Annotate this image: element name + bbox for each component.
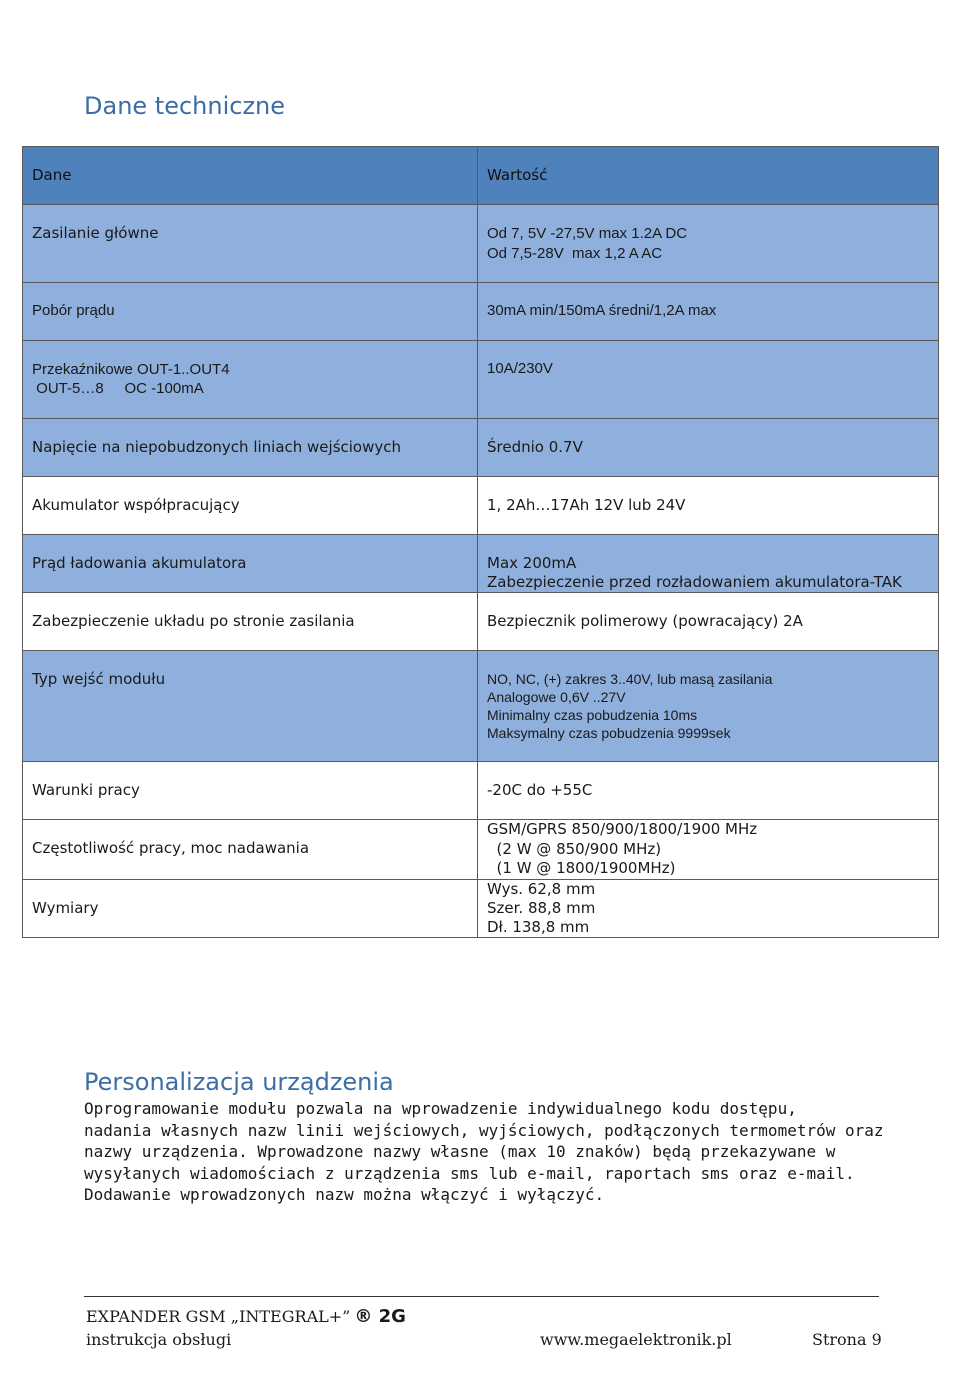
row-key: Akumulator współpracujący bbox=[32, 496, 240, 514]
table-row bbox=[23, 477, 939, 535]
paragraph-line: Dodawanie wprowadzonych nazw można włączyć i wyłączyć. bbox=[84, 1185, 605, 1204]
table-row bbox=[23, 593, 939, 651]
row-value-line: Wys. 62,8 mm bbox=[487, 879, 596, 898]
table-row bbox=[23, 341, 939, 419]
row-key: Napięcie na niepobudzonych liniach wejściowych bbox=[32, 438, 402, 456]
row-value: 10A/230V bbox=[487, 360, 553, 377]
row-key: Typ wejść modułu bbox=[32, 670, 166, 688]
paragraph-line: Oprogramowanie modułu pozwala na wprowadzenie indywidualnego kodu dostępu, bbox=[84, 1099, 797, 1118]
row-key: Wymiary bbox=[32, 898, 99, 917]
row-value-line: Dł. 138,8 mm bbox=[487, 917, 590, 936]
row-value: 30mA min/150mA średni/1,2A max bbox=[487, 302, 717, 319]
row-key: Zasilanie główne bbox=[32, 224, 159, 242]
row-key: Warunki pracy bbox=[32, 781, 140, 799]
row-value: Średnio 0.7V bbox=[487, 438, 583, 456]
row-key: Pobór prądu bbox=[32, 302, 115, 319]
footer-product bbox=[86, 1306, 406, 1327]
row-value-line: Od 7,5-28V max 1,2 A AC bbox=[487, 245, 663, 262]
table-row bbox=[23, 762, 939, 820]
personalization-paragraph bbox=[84, 1098, 884, 1206]
table-row bbox=[23, 535, 939, 593]
paragraph-line: nazwy urządzenia. Wprowadzone nazwy własne (max 10 znaków) będą przekazywane w bbox=[84, 1142, 836, 1161]
footer-page-number: Strona 9 bbox=[812, 1330, 882, 1349]
section-title-personalization: Personalizacja urządzenia bbox=[84, 1068, 394, 1096]
row-value-line: Maksymalny czas pobudzenia 9999sek bbox=[487, 725, 731, 741]
table-row bbox=[23, 820, 939, 880]
row-value: Bezpiecznik polimerowy (powracający) 2A bbox=[487, 612, 803, 630]
header-key: Dane bbox=[32, 166, 72, 184]
row-value-line: Zabezpieczenie przed rozładowaniem akumulatora-TAK bbox=[487, 573, 902, 591]
footer-doc-type: instrukcja obsługi bbox=[86, 1330, 232, 1349]
table-row bbox=[23, 651, 939, 762]
header-key-cell bbox=[23, 147, 478, 205]
footer-registered-mark: ® 2G bbox=[354, 1306, 406, 1327]
row-value-line: Od 7, 5V -27,5V max 1.2A DC bbox=[487, 225, 688, 242]
table-row bbox=[23, 419, 939, 477]
header-value: Wartość bbox=[487, 166, 548, 184]
paragraph-line: wysyłanych wiadomościach z urządzenia sms lub e-mail, raportach sms oraz e-mail. bbox=[84, 1163, 855, 1183]
row-value: 1, 2Ah…17Ah 12V lub 24V bbox=[487, 496, 686, 514]
table-row bbox=[23, 205, 939, 283]
header-value-cell bbox=[478, 147, 939, 205]
section-title-technical-data: Dane techniczne bbox=[84, 92, 286, 120]
row-value-line: (2 W @ 850/900 MHz) bbox=[487, 839, 662, 858]
paragraph-line: nadania własnych nazw linii wejściowych, wyjściowych, podłączonych termometrów oraz bbox=[84, 1120, 884, 1140]
table-row bbox=[23, 283, 939, 341]
technical-data-table bbox=[22, 146, 939, 938]
row-key: Częstotliwość pracy, moc nadawania bbox=[32, 839, 310, 857]
footer-website-link[interactable]: www.megaelektronik.pl bbox=[540, 1330, 732, 1349]
row-value-line: Szer. 88,8 mm bbox=[487, 898, 596, 917]
row-key-line: OUT-5…8 OC -100mA bbox=[32, 380, 204, 397]
footer-divider bbox=[84, 1296, 879, 1297]
row-value-line: Analogowe 0,6V ..27V bbox=[487, 689, 626, 705]
row-value-line: NO, NC, (+) zakres 3..40V, lub masą zasilania bbox=[487, 671, 773, 687]
row-value-line: Minimalny czas pobudzenia 10ms bbox=[487, 707, 698, 723]
row-key-line: Przekaźnikowe OUT-1..OUT4 bbox=[32, 361, 230, 378]
table-row bbox=[23, 879, 939, 937]
footer-product-name: EXPANDER GSM „INTEGRAL+” bbox=[86, 1307, 351, 1326]
row-key: Prąd ładowania akumulatora bbox=[32, 554, 247, 572]
row-key: Zabezpieczenie układu po stronie zasilania bbox=[32, 612, 355, 630]
row-value-line: Max 200mA bbox=[487, 554, 577, 572]
row-value: -20C do +55C bbox=[487, 781, 593, 799]
table-header-row bbox=[23, 147, 939, 205]
row-value-line: GSM/GPRS 850/900/1800/1900 MHz bbox=[487, 820, 758, 838]
row-value-line: (1 W @ 1800/1900MHz) bbox=[487, 859, 676, 877]
